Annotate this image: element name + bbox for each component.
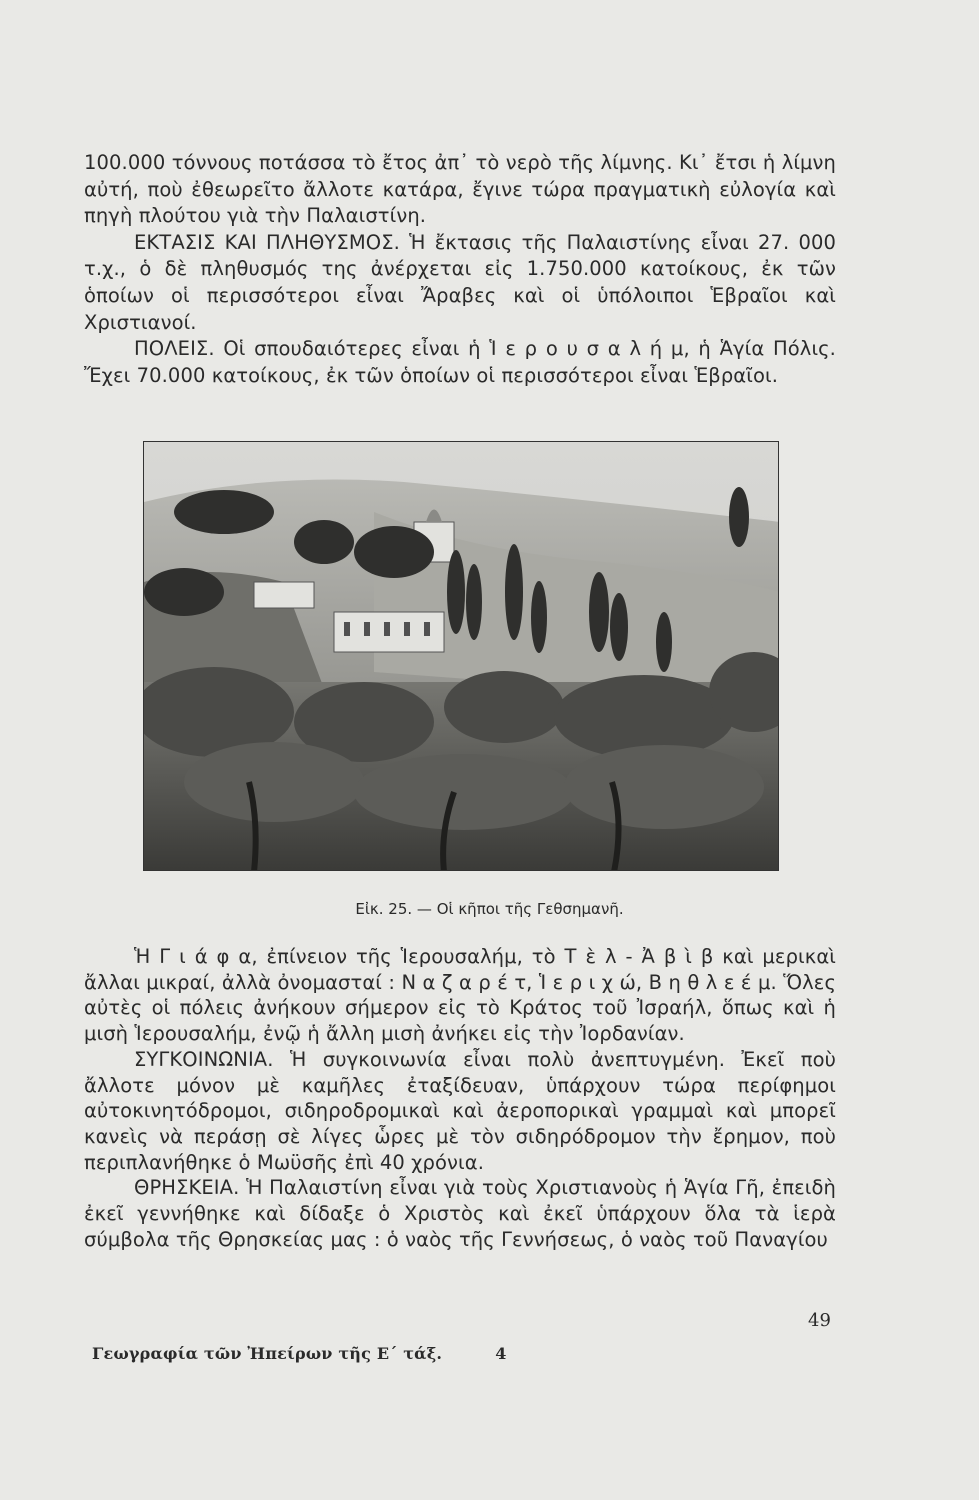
paragraph: 100.000 τόννους ποτάσσα τὸ ἔτος ἀπ᾽ τὸ νερὸ τῆς λίμνης. Κι᾽ ἔτσι ἡ λίμνη αὐτή, ποὺ ἐθεωρεῖτο ἄλλοτε κατάρα, ἔγινε τώρα πραγματικὴ εὐλογία καὶ πηγὴ πλούτου γιὰ τὴν Παλαιστίνη. bbox=[84, 151, 836, 228]
footer-book-title: Γεωγραφία τῶν Ἠπείρων τῆς Ε΄ τάξ. bbox=[92, 1344, 443, 1363]
text-block-top bbox=[84, 150, 836, 389]
text-block-bottom bbox=[84, 944, 836, 1252]
figure-photo-gethsemane bbox=[143, 441, 779, 871]
figure-caption: Εἰκ. 25. — Οἱ κῆποι τῆς Γεθσημανῆ. bbox=[355, 900, 624, 918]
paragraph-cities: ΠΟΛΕΙΣ. Οἱ σπουδαιότερες εἶναι ἡ Ἱ ε ρ ο υ σ α λ ή μ, ἡ Ἁγία Πόλις. Ἔχει 70.000 κατοίκους, ἐκ τῶν ὁποίων οἱ περισσότεροι εἶναι Ἑβραῖοι. bbox=[84, 337, 836, 387]
paragraph-area-population: ΕΚΤΑΣΙΣ ΚΑΙ ΠΛΗΘΥΣΜΟΣ. Ἡ ἔκτασις τῆς Παλαιστίνης εἶναι 27. 000 τ.χ., ὁ δὲ πληθυσμός της ἀνέρχεται εἰς 1.750.000 κατοίκους, ἐκ τῶν ὁποίων οἱ περισσότεροι εἶναι Ἄραβες καὶ οἱ ὑπόλοιποι Ἑβραῖοι καὶ Χριστιανοί. bbox=[84, 230, 836, 334]
paragraph-transport: ΣΥΓΚΟΙΝΩΝΙΑ. Ἡ συγκοινωνία εἶναι πολὺ ἀνεπτυγμένη. Ἐκεῖ ποὺ ἄλλοτε μόνον μὲ καμῆλες ἐταξίδευαν, ὑπάρχουν τώρα περίφημοι αὐτοκινητόδρομοι, σιδηροδρομικαὶ καὶ ἀεροπορικαὶ γραμμαὶ καὶ μπορεῖ κανεὶς νὰ περάσῃ σὲ λίγες ὧρες μὲ τὸν σιδηρόδρομον τὴν ἔρημον, ποὺ περιπλανήθηκε ὁ Μωϋσῆς ἐπὶ 40 χρόνια. bbox=[84, 1047, 836, 1174]
paragraph-other-cities: Ἡ Γ ι ά φ α, ἐπίνειον τῆς Ἱερουσαλήμ, τὸ Τ ὲ λ - Ἀ β ὶ β καὶ μερικαὶ ἄλλαι μικραί, ἀλλὰ ὀνομασταί : Ν α ζ α ρ έ τ, Ἱ ε ρ ι χ ώ, Β η θ λ ε έ μ. Ὅλες αὐτὲς οἱ πόλεις ἀνήκουν σήμερον εἰς τὸ Κράτος τοῦ Ἰσραήλ, ὅπως καὶ ἡ μισὴ Ἱερουσαλήμ, ἐνῷ ἡ ἄλλη μισὴ ἀνήκει εἰς τὴν Ἰορδανίαν. bbox=[84, 945, 836, 1046]
photo-illustration bbox=[144, 442, 779, 871]
page-number: 49 bbox=[808, 1310, 831, 1331]
paragraph-religion: ΘΡΗΣΚΕΙΑ. Ἡ Παλαιστίνη εἶναι γιὰ τοὺς Χριστιανοὺς ἡ Ἁγία Γῆ, ἐπειδὴ ἐκεῖ γεννήθηκε καὶ δίδαξε ὁ Χριστὸς καὶ ἐκεῖ ὑπάρχουν ὅλα τὰ ἱερὰ σύμβολα τῆς Θρησκείας μας : ὁ ναὸς τῆς Γεννήσεως, ὁ ναὸς τοῦ Παναγίου bbox=[84, 1176, 836, 1251]
footer-signature-mark: 4 bbox=[495, 1344, 507, 1363]
page-footer bbox=[92, 1344, 506, 1363]
